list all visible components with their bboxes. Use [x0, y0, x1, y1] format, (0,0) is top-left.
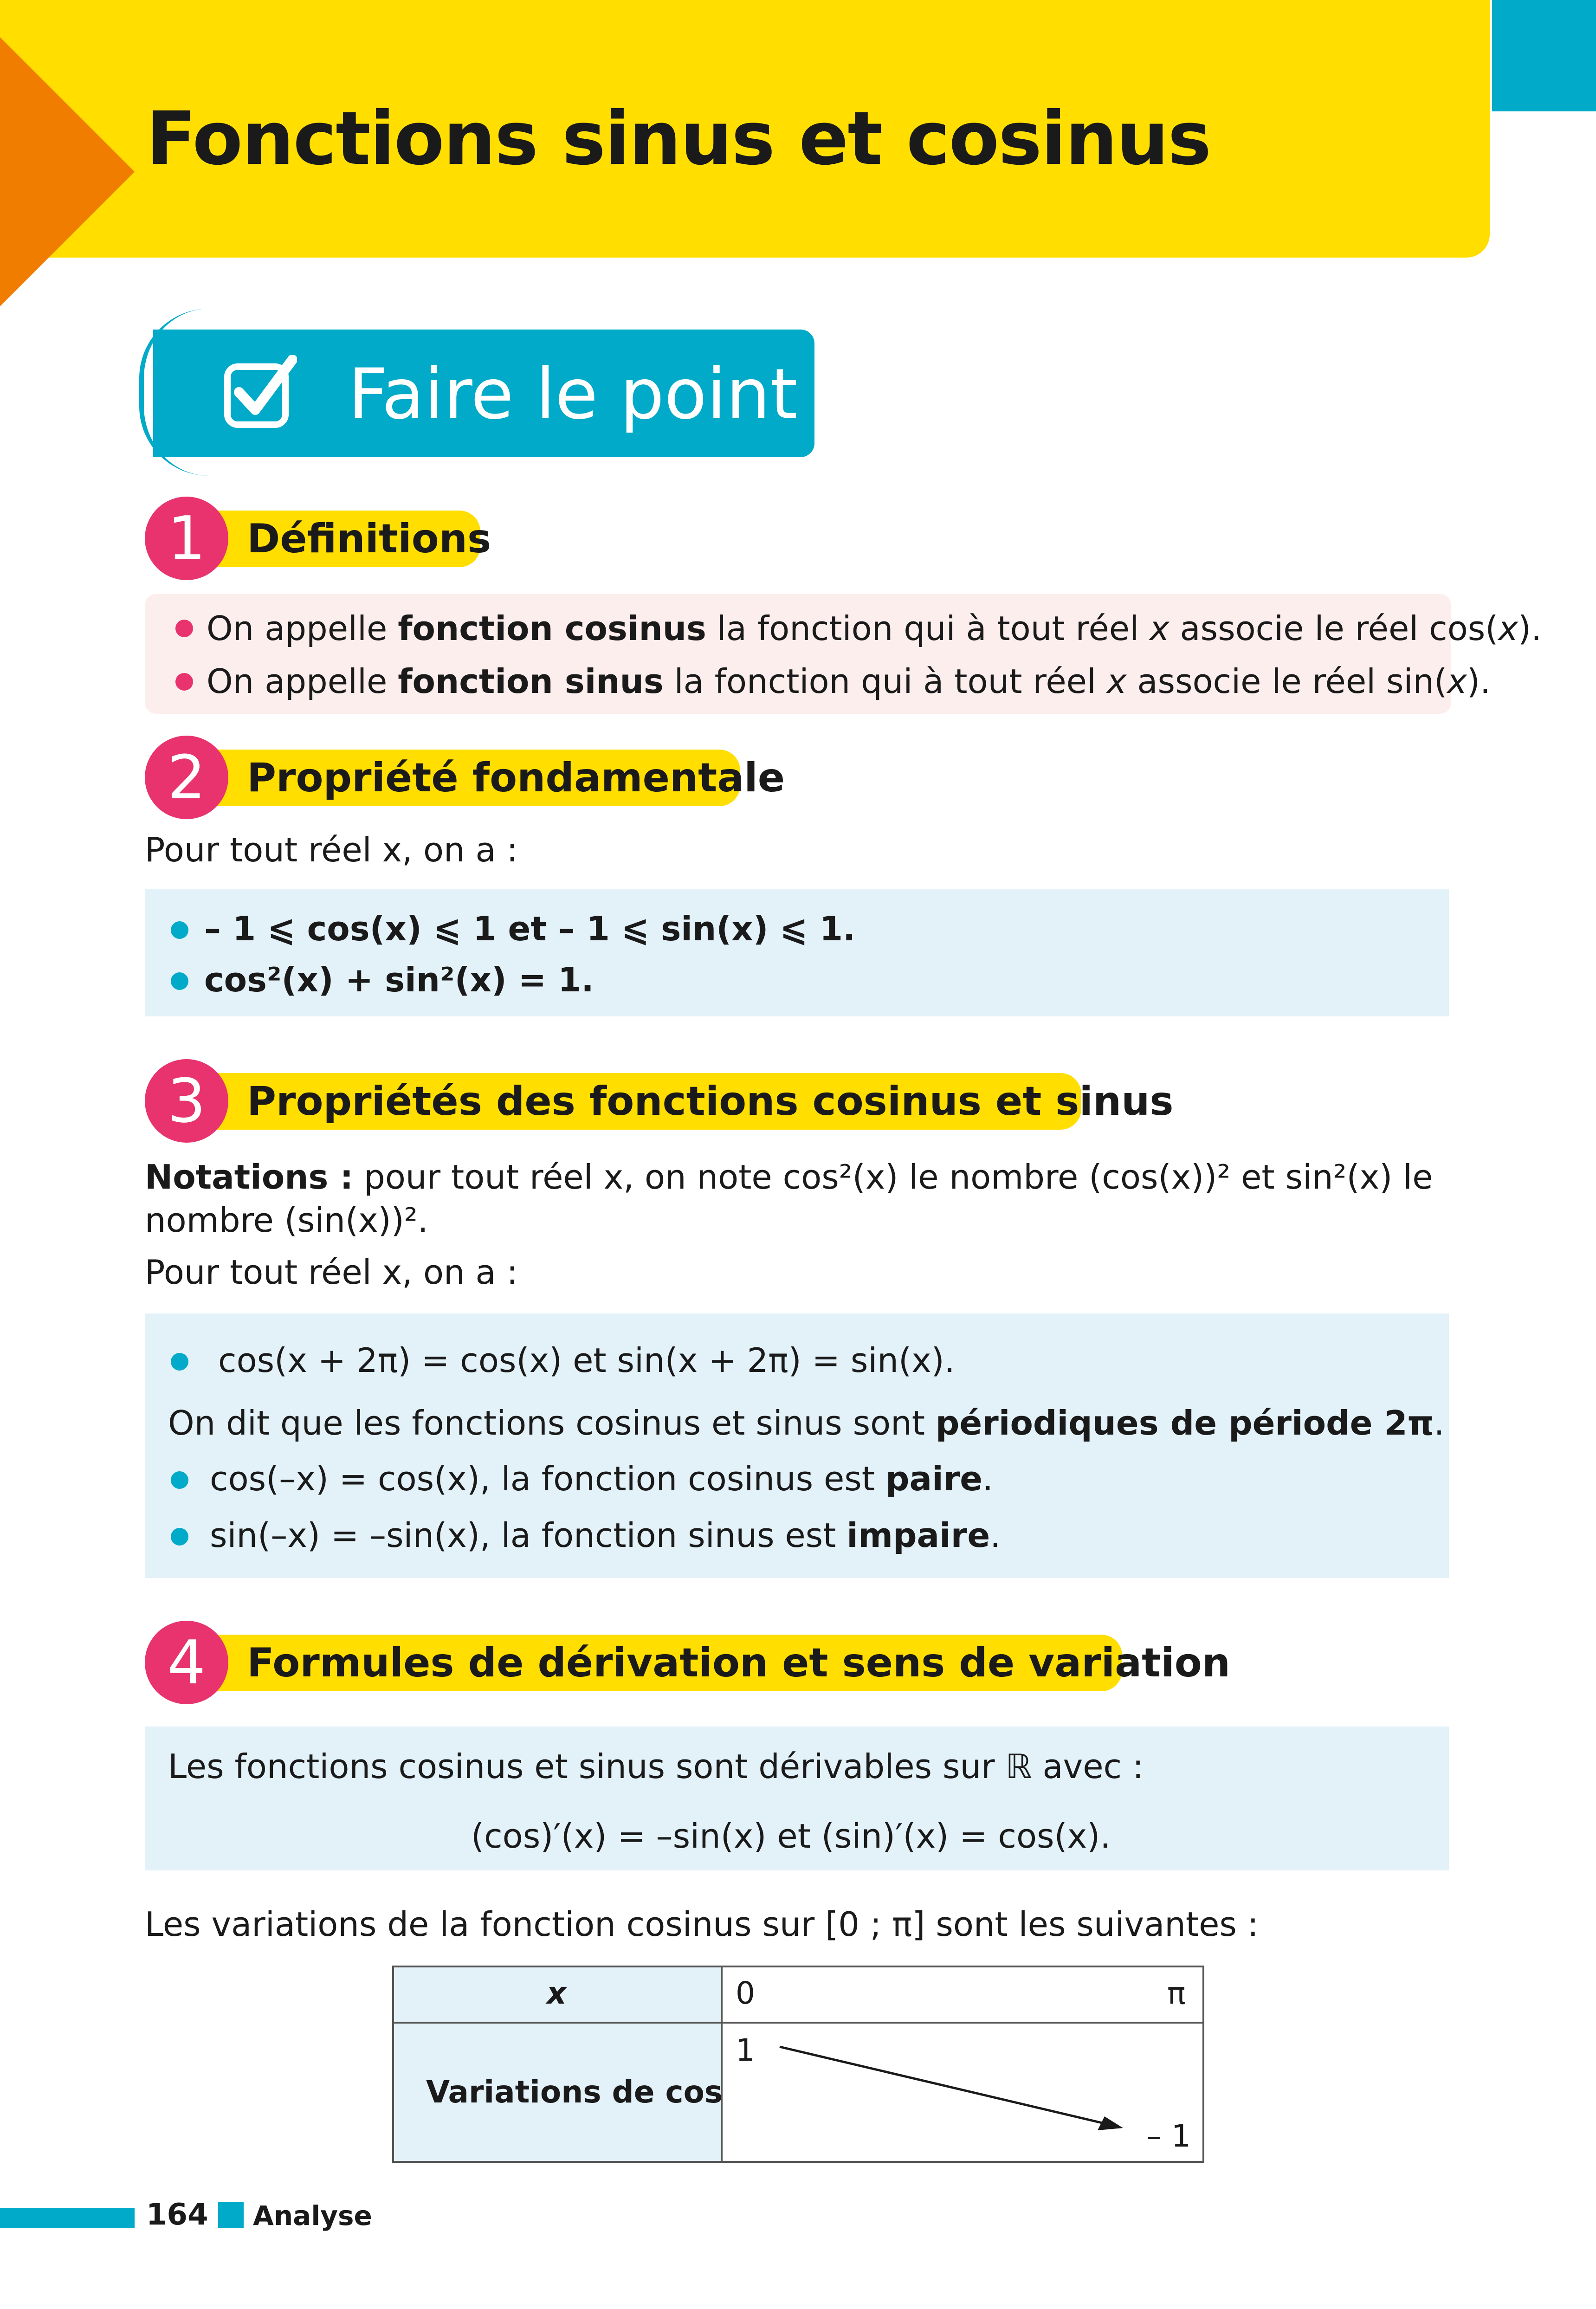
table-v-end: – 1 — [1146, 2118, 1191, 2154]
bullet-icon — [171, 1528, 188, 1546]
bullet-icon — [171, 1353, 188, 1371]
periodicity-formula: cos(x + 2π) = cos(x) et sin(x + 2π) = sin(x). — [218, 1341, 955, 1380]
cosinus-parity: cos(–x) = cos(x), la fonction cosinus est paire. — [210, 1459, 993, 1498]
variations-intro: Les variations de la fonction cosinus sur [0 ; π] sont les suivantes : — [145, 1905, 1259, 1944]
periodicity-statement: On dit que les fonctions cosinus et sinus sont périodiques de période 2π. — [168, 1404, 1445, 1442]
definition-cosinus: On appelle fonction cosinus la fonction qui à tout réel x associe le réel cos(x). — [207, 609, 1542, 648]
section-2-title: Propriété fondamentale — [247, 755, 785, 801]
checkbox-check-icon — [223, 355, 297, 429]
table-v-start: 1 — [736, 2032, 755, 2068]
table-x-end: π — [1167, 1975, 1186, 2011]
page-number: 164 — [146, 2198, 208, 2232]
header-arrow-icon — [0, 37, 135, 306]
footer-bar — [0, 2208, 135, 2228]
bullet-icon — [171, 972, 188, 990]
derivative-intro: Les fonctions cosinus et sinus sont dérivables sur ℝ avec : — [168, 1747, 1144, 1786]
notations-line-1: Notations : pour tout réel x, on note cos²(x) le nombre (cos(x))² et sin²(x) le — [145, 1158, 1433, 1197]
section-1-number: 1 — [145, 497, 228, 580]
bullet-icon — [171, 1471, 188, 1489]
bullet-icon — [175, 620, 193, 637]
bullet-icon — [171, 921, 188, 939]
decreasing-arrow-icon — [770, 2037, 1132, 2144]
section-3-number: 3 — [145, 1059, 228, 1143]
table-x-start: 0 — [736, 1975, 755, 2011]
bounds-formula: – 1 ⩽ cos(x) ⩽ 1 et – 1 ⩽ sin(x) ⩽ 1. — [204, 909, 856, 948]
definition-sinus: On appelle fonction sinus la fonction qui à tout réel x associe le réel sin(x). — [207, 662, 1491, 701]
section-4-number: 4 — [145, 1621, 228, 1704]
derivative-formula: (cos)′(x) = –sin(x) et (sin)′(x) = cos(x). — [471, 1817, 1111, 1856]
header-corner-tab — [1492, 0, 1596, 111]
section-3-intro: Pour tout réel x, on a : — [145, 1253, 518, 1292]
bullet-icon — [175, 673, 193, 691]
notations-line-2: nombre (sin(x))². — [145, 1201, 428, 1240]
section-2-number: 2 — [145, 736, 228, 819]
section-3-title: Propriétés des fonctions cosinus et sinus — [247, 1078, 1174, 1125]
table-x-values-cell — [721, 1966, 1204, 2024]
sinus-parity: sin(–x) = –sin(x), la fonction sinus est impaire. — [210, 1516, 1001, 1555]
table-x-header: x — [547, 1975, 567, 2011]
section-2-intro: Pour tout réel x, on a : — [145, 830, 518, 869]
section-1-title: Définitions — [247, 516, 491, 562]
table-variations-header: Variations de cos — [426, 2074, 723, 2110]
page-title: Fonctions sinus et cosinus — [146, 96, 1211, 181]
footer-section-label: Analyse — [253, 2200, 372, 2231]
pythagorean-identity: cos²(x) + sin²(x) = 1. — [204, 960, 594, 999]
banner-title: Faire le point — [348, 354, 798, 435]
footer-square-icon — [218, 2202, 244, 2228]
section-4-title: Formules de dérivation et sens de variation — [247, 1640, 1231, 1686]
